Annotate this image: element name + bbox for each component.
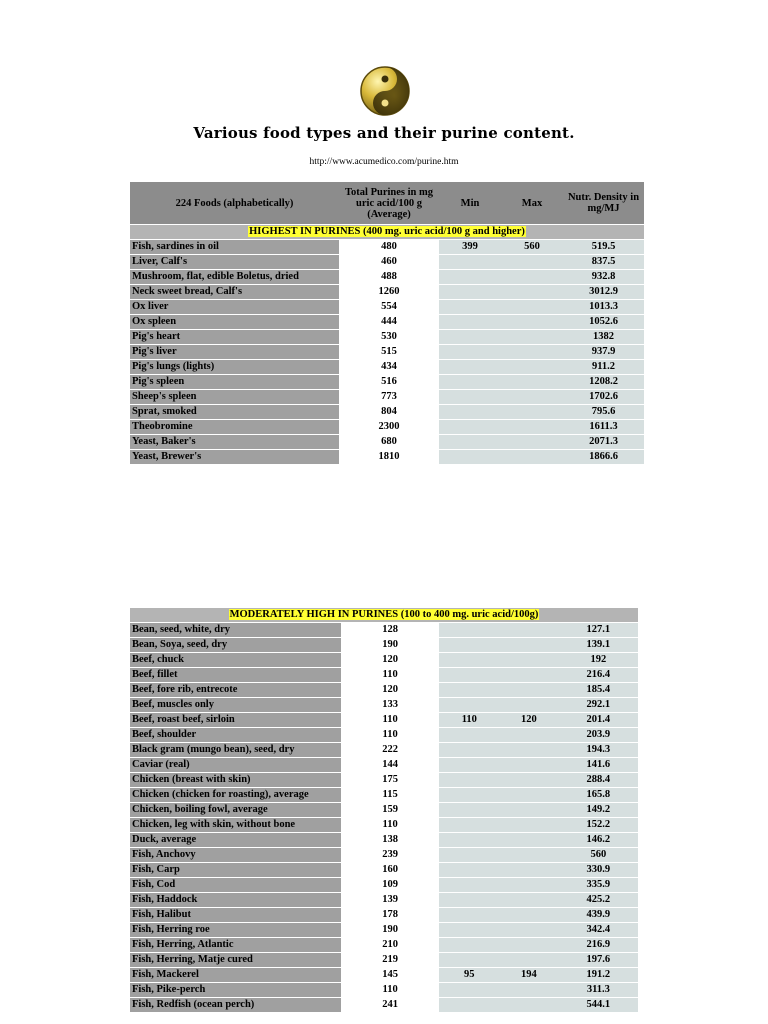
moderate-section-header xyxy=(130,608,638,623)
total-purines-cell: 804 xyxy=(339,405,439,420)
nutr-density-cell: 795.6 xyxy=(563,405,644,420)
nutr-density-cell: 1013.3 xyxy=(563,300,644,315)
total-purines-cell: 515 xyxy=(339,345,439,360)
min-cell xyxy=(439,863,499,878)
food-name-cell: Fish, Mackerel xyxy=(130,968,341,983)
max-cell xyxy=(499,908,559,923)
total-purines-cell: 128 xyxy=(341,623,440,638)
total-purines-cell: 133 xyxy=(341,698,440,713)
table-row xyxy=(130,255,644,270)
nutr-density-cell: 1052.6 xyxy=(563,315,644,330)
min-cell xyxy=(439,923,499,938)
min-cell xyxy=(439,668,499,683)
table-row xyxy=(130,953,638,968)
table-row xyxy=(130,375,644,390)
min-cell xyxy=(439,833,499,848)
food-name-cell: Chicken, boiling fowl, average xyxy=(130,803,341,818)
food-name-cell: Sheep's spleen xyxy=(130,390,339,405)
table-row xyxy=(130,668,638,683)
table-row xyxy=(130,345,644,360)
max-cell xyxy=(501,405,563,420)
min-cell xyxy=(439,998,499,1013)
nutr-density-cell: 311.3 xyxy=(559,983,638,998)
table-row xyxy=(130,968,638,983)
nutr-density-cell: 165.8 xyxy=(559,788,638,803)
nutr-density-cell: 152.2 xyxy=(559,818,638,833)
max-cell xyxy=(499,728,559,743)
table-row xyxy=(130,773,638,788)
total-purines-cell: 139 xyxy=(341,893,440,908)
max-cell xyxy=(499,818,559,833)
nutr-density-cell: 203.9 xyxy=(559,728,638,743)
nutr-density-cell: 288.4 xyxy=(559,773,638,788)
max-cell xyxy=(501,315,563,330)
min-cell xyxy=(439,300,501,315)
min-cell xyxy=(439,773,499,788)
nutr-density-cell: 1208.2 xyxy=(563,375,644,390)
food-name-cell: Chicken, leg with skin, without bone xyxy=(130,818,341,833)
food-name-cell: Sprat, smoked xyxy=(130,405,339,420)
table-row xyxy=(130,653,638,668)
min-cell xyxy=(439,758,499,773)
food-name-cell: Beef, shoulder xyxy=(130,728,341,743)
nutr-density-cell: 127.1 xyxy=(559,623,638,638)
max-cell xyxy=(501,255,563,270)
max-cell xyxy=(501,345,563,360)
purine-table-moderate xyxy=(130,608,638,1013)
food-name-cell: Fish, Herring, Atlantic xyxy=(130,938,341,953)
table-row xyxy=(130,240,644,255)
min-cell xyxy=(439,698,499,713)
food-name-cell: Yeast, Brewer's xyxy=(130,450,339,465)
table-row xyxy=(130,848,638,863)
max-cell xyxy=(499,623,559,638)
min-cell xyxy=(439,638,499,653)
nutr-density-cell: 342.4 xyxy=(559,923,638,938)
min-cell xyxy=(439,848,499,863)
nutr-density-cell: 519.5 xyxy=(563,240,644,255)
food-name-cell: Mushroom, flat, edible Boletus, dried xyxy=(130,270,339,285)
max-cell xyxy=(499,743,559,758)
total-purines-cell: 554 xyxy=(339,300,439,315)
table-row xyxy=(130,405,644,420)
total-purines-cell: 109 xyxy=(341,878,440,893)
nutr-density-cell: 201.4 xyxy=(559,713,638,728)
total-purines-cell: 159 xyxy=(341,803,440,818)
food-name-cell: Bean, seed, white, dry xyxy=(130,623,341,638)
table-row xyxy=(130,390,644,405)
table-row xyxy=(130,450,644,465)
food-name-cell: Liver, Calf's xyxy=(130,255,339,270)
total-purines-cell: 480 xyxy=(339,240,439,255)
food-name-cell: Chicken (breast with skin) xyxy=(130,773,341,788)
total-purines-cell: 434 xyxy=(339,360,439,375)
max-cell xyxy=(499,698,559,713)
min-cell xyxy=(439,878,499,893)
min-cell xyxy=(439,450,501,465)
max-cell xyxy=(499,893,559,908)
total-purines-cell: 219 xyxy=(341,953,440,968)
max-cell xyxy=(499,788,559,803)
max-cell xyxy=(499,953,559,968)
food-name-cell: Beef, chuck xyxy=(130,653,341,668)
table-row xyxy=(130,285,644,300)
table-row xyxy=(130,863,638,878)
table-row xyxy=(130,743,638,758)
max-cell xyxy=(499,668,559,683)
table-row xyxy=(130,818,638,833)
table-row xyxy=(130,698,638,713)
max-cell xyxy=(501,450,563,465)
min-cell xyxy=(439,908,499,923)
nutr-density-cell: 139.1 xyxy=(559,638,638,653)
food-name-cell: Fish, Anchovy xyxy=(130,848,341,863)
total-purines-cell: 680 xyxy=(339,435,439,450)
min-cell xyxy=(439,653,499,668)
table-row xyxy=(130,300,644,315)
table-row xyxy=(130,983,638,998)
food-name-cell: Pig's spleen xyxy=(130,375,339,390)
total-purines-cell: 110 xyxy=(341,983,440,998)
header-min: Min xyxy=(439,182,501,225)
nutr-density-cell: 197.6 xyxy=(559,953,638,968)
total-purines-cell: 488 xyxy=(339,270,439,285)
max-cell xyxy=(499,983,559,998)
nutr-density-cell: 544.1 xyxy=(559,998,638,1013)
nutr-density-cell: 149.2 xyxy=(559,803,638,818)
min-cell xyxy=(439,285,501,300)
nutr-density-cell: 194.3 xyxy=(559,743,638,758)
nutr-density-cell: 185.4 xyxy=(559,683,638,698)
table-row xyxy=(130,758,638,773)
food-name-cell: Neck sweet bread, Calf's xyxy=(130,285,339,300)
table-row xyxy=(130,270,644,285)
max-cell xyxy=(499,653,559,668)
total-purines-cell: 444 xyxy=(339,315,439,330)
max-cell xyxy=(499,803,559,818)
max-cell xyxy=(499,848,559,863)
max-cell xyxy=(501,300,563,315)
min-cell xyxy=(439,255,501,270)
table-row xyxy=(130,330,644,345)
nutr-density-cell: 330.9 xyxy=(559,863,638,878)
nutr-density-cell: 1611.3 xyxy=(563,420,644,435)
total-purines-cell: 1260 xyxy=(339,285,439,300)
page-title: Various food types and their purine content. xyxy=(193,124,575,142)
total-purines-cell: 239 xyxy=(341,848,440,863)
table-row xyxy=(130,833,638,848)
food-name-cell: Ox spleen xyxy=(130,315,339,330)
nutr-density-cell: 911.2 xyxy=(563,360,644,375)
nutr-density-cell: 932.8 xyxy=(563,270,644,285)
max-cell xyxy=(499,683,559,698)
nutr-density-cell: 146.2 xyxy=(559,833,638,848)
header-total-purines: Total Purines in mg uric acid/100 g (Average) xyxy=(339,182,439,225)
food-name-cell: Pig's lungs (lights) xyxy=(130,360,339,375)
min-cell xyxy=(439,683,499,698)
source-url: http://www.acumedico.com/purine.htm xyxy=(309,157,459,167)
max-cell xyxy=(499,878,559,893)
nutr-density-cell: 1866.6 xyxy=(563,450,644,465)
nutr-density-cell: 1702.6 xyxy=(563,390,644,405)
total-purines-cell: 460 xyxy=(339,255,439,270)
header-foods: 224 Foods (alphabetically) xyxy=(130,182,339,225)
table-row xyxy=(130,315,644,330)
nutr-density-cell: 292.1 xyxy=(559,698,638,713)
max-cell xyxy=(501,420,563,435)
min-cell xyxy=(439,375,501,390)
total-purines-cell: 516 xyxy=(339,375,439,390)
food-name-cell: Fish, Pike-perch xyxy=(130,983,341,998)
table-row xyxy=(130,878,638,893)
food-name-cell: Yeast, Baker's xyxy=(130,435,339,450)
food-name-cell: Pig's liver xyxy=(130,345,339,360)
min-cell xyxy=(439,270,501,285)
min-cell xyxy=(439,788,499,803)
total-purines-cell: 1810 xyxy=(339,450,439,465)
food-name-cell: Beef, fillet xyxy=(130,668,341,683)
total-purines-cell: 210 xyxy=(341,938,440,953)
max-cell xyxy=(501,375,563,390)
total-purines-cell: 2300 xyxy=(339,420,439,435)
total-purines-cell: 120 xyxy=(341,653,440,668)
food-name-cell: Beef, muscles only xyxy=(130,698,341,713)
table-header-row xyxy=(130,182,644,225)
min-cell xyxy=(439,983,499,998)
food-name-cell: Fish, Halibut xyxy=(130,908,341,923)
table-row xyxy=(130,683,638,698)
purine-table-highest xyxy=(130,182,644,465)
food-name-cell: Fish, Haddock xyxy=(130,893,341,908)
food-name-cell: Bean, Soya, seed, dry xyxy=(130,638,341,653)
table-row xyxy=(130,360,644,375)
nutr-density-cell: 335.9 xyxy=(559,878,638,893)
table-row xyxy=(130,638,638,653)
food-name-cell: Fish, Carp xyxy=(130,863,341,878)
total-purines-cell: 241 xyxy=(341,998,440,1013)
table-row xyxy=(130,713,638,728)
nutr-density-cell: 1382 xyxy=(563,330,644,345)
max-cell xyxy=(499,923,559,938)
nutr-density-cell: 439.9 xyxy=(559,908,638,923)
min-cell: 399 xyxy=(439,240,501,255)
min-cell xyxy=(439,360,501,375)
total-purines-cell: 190 xyxy=(341,638,440,653)
total-purines-cell: 138 xyxy=(341,833,440,848)
min-cell xyxy=(439,623,499,638)
total-purines-cell: 115 xyxy=(341,788,440,803)
max-cell: 120 xyxy=(499,713,559,728)
max-cell xyxy=(501,360,563,375)
total-purines-cell: 145 xyxy=(341,968,440,983)
nutr-density-cell: 425.2 xyxy=(559,893,638,908)
food-name-cell: Fish, Herring, Matje cured xyxy=(130,953,341,968)
table-row xyxy=(130,893,638,908)
food-name-cell: Fish, Herring roe xyxy=(130,923,341,938)
min-cell xyxy=(439,728,499,743)
min-cell xyxy=(439,893,499,908)
min-cell xyxy=(439,420,501,435)
max-cell xyxy=(501,435,563,450)
min-cell: 95 xyxy=(439,968,499,983)
food-name-cell: Caviar (real) xyxy=(130,758,341,773)
nutr-density-cell: 141.6 xyxy=(559,758,638,773)
max-cell xyxy=(501,270,563,285)
table-row xyxy=(130,623,638,638)
min-cell: 110 xyxy=(439,713,499,728)
table-row xyxy=(130,420,644,435)
food-name-cell: Theobromine xyxy=(130,420,339,435)
table-row xyxy=(130,803,638,818)
header-nutr-density: Nutr. Density in mg/MJ xyxy=(563,182,644,225)
max-cell xyxy=(499,938,559,953)
section-label: HIGHEST IN PURINES (400 mg. uric acid/100 g and higher) xyxy=(249,226,525,237)
food-name-cell: Fish, sardines in oil xyxy=(130,240,339,255)
total-purines-cell: 110 xyxy=(341,668,440,683)
max-cell xyxy=(501,390,563,405)
total-purines-cell: 110 xyxy=(341,728,440,743)
table-row xyxy=(130,923,638,938)
food-name-cell: Beef, roast beef, sirloin xyxy=(130,713,341,728)
table-row xyxy=(130,728,638,743)
highest-section-header xyxy=(130,225,644,240)
min-cell xyxy=(439,435,501,450)
min-cell xyxy=(439,938,499,953)
total-purines-cell: 222 xyxy=(341,743,440,758)
min-cell xyxy=(439,315,501,330)
min-cell xyxy=(439,953,499,968)
max-cell xyxy=(499,833,559,848)
total-purines-cell: 120 xyxy=(341,683,440,698)
nutr-density-cell: 216.4 xyxy=(559,668,638,683)
table-row xyxy=(130,788,638,803)
total-purines-cell: 190 xyxy=(341,923,440,938)
food-name-cell: Chicken (chicken for roasting), average xyxy=(130,788,341,803)
total-purines-cell: 773 xyxy=(339,390,439,405)
header-max: Max xyxy=(501,182,563,225)
nutr-density-cell: 216.9 xyxy=(559,938,638,953)
table-row xyxy=(130,998,638,1013)
total-purines-cell: 178 xyxy=(341,908,440,923)
nutr-density-cell: 937.9 xyxy=(563,345,644,360)
food-name-cell: Ox liver xyxy=(130,300,339,315)
nutr-density-cell: 2071.3 xyxy=(563,435,644,450)
min-cell xyxy=(439,345,501,360)
total-purines-cell: 144 xyxy=(341,758,440,773)
food-name-cell: Duck, average xyxy=(130,833,341,848)
max-cell xyxy=(499,773,559,788)
total-purines-cell: 110 xyxy=(341,713,440,728)
food-name-cell: Fish, Cod xyxy=(130,878,341,893)
section-label: MODERATELY HIGH IN PURINES (100 to 400 mg. uric acid/100g) xyxy=(229,609,539,620)
max-cell: 194 xyxy=(499,968,559,983)
max-cell: 560 xyxy=(501,240,563,255)
food-name-cell: Fish, Redfish (ocean perch) xyxy=(130,998,341,1013)
table-row xyxy=(130,938,638,953)
min-cell xyxy=(439,330,501,345)
nutr-density-cell: 191.2 xyxy=(559,968,638,983)
min-cell xyxy=(439,743,499,758)
max-cell xyxy=(501,330,563,345)
total-purines-cell: 110 xyxy=(341,818,440,833)
min-cell xyxy=(439,803,499,818)
max-cell xyxy=(499,863,559,878)
total-purines-cell: 530 xyxy=(339,330,439,345)
food-name-cell: Beef, fore rib, entrecote xyxy=(130,683,341,698)
max-cell xyxy=(501,285,563,300)
max-cell xyxy=(499,638,559,653)
table-row xyxy=(130,908,638,923)
total-purines-cell: 160 xyxy=(341,863,440,878)
food-name-cell: Pig's heart xyxy=(130,330,339,345)
nutr-density-cell: 192 xyxy=(559,653,638,668)
min-cell xyxy=(439,390,501,405)
nutr-density-cell: 837.5 xyxy=(563,255,644,270)
table-row xyxy=(130,435,644,450)
total-purines-cell: 175 xyxy=(341,773,440,788)
min-cell xyxy=(439,818,499,833)
nutr-density-cell: 3012.9 xyxy=(563,285,644,300)
max-cell xyxy=(499,758,559,773)
max-cell xyxy=(499,998,559,1013)
nutr-density-cell: 560 xyxy=(559,848,638,863)
min-cell xyxy=(439,405,501,420)
food-name-cell: Black gram (mungo bean), seed, dry xyxy=(130,743,341,758)
yin-yang-icon xyxy=(359,65,411,117)
